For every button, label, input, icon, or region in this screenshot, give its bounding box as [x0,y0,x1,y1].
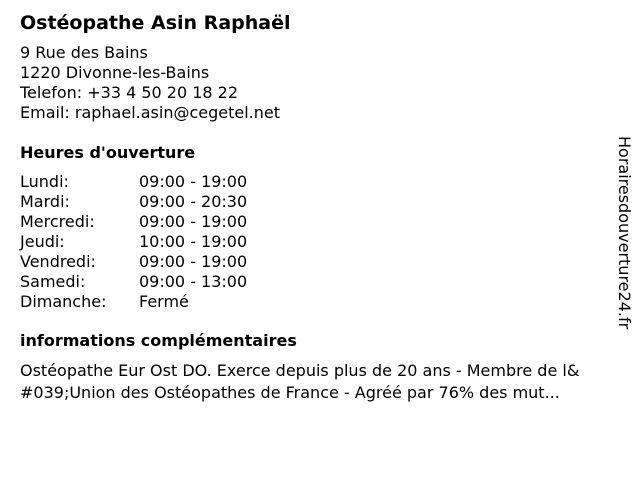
hours-row [20,232,620,252]
hours-time: 10:00 - 19:00 [139,232,248,251]
address-block [20,43,620,123]
hours-time: 09:00 - 19:00 [139,212,248,231]
address-street: 9 Rue des Bains [20,43,148,62]
hours-table [20,172,620,312]
info-heading: informations complémentaires [20,331,297,350]
business-card [20,10,620,404]
site-watermark: Horairesdouverture24.fr [615,136,634,330]
hours-time: 09:00 - 19:00 [139,172,248,191]
hours-time: 09:00 - 13:00 [139,272,248,291]
hours-row [20,192,620,212]
hours-time: Fermé [139,292,189,311]
hours-time: 09:00 - 19:00 [139,252,248,271]
business-name: Ostéopathe Asin Raphaël [20,12,291,34]
hours-row [20,252,620,272]
hours-row [20,272,620,292]
hours-day: Lundi: [20,172,69,191]
hours-day: Jeudi: [20,232,65,251]
hours-day: Samedi: [20,272,86,291]
hours-row [20,292,620,312]
hours-row [20,172,620,192]
info-text [20,360,632,404]
email-text: Email: raphael.asin@cegetel.net [20,103,280,122]
address-city: 1220 Divonne-les-Bains [20,63,210,82]
hours-heading: Heures d'ouverture [20,143,196,162]
info-text-line: #039;Union des Ostéopathes de France - Agréé par 76% des mut... [20,383,560,402]
hours-day: Vendredi: [20,252,96,271]
hours-day: Mercredi: [20,212,95,231]
hours-time: 09:00 - 20:30 [139,192,248,211]
hours-day: Mardi: [20,192,70,211]
info-text-line: Ostéopathe Eur Ost DO. Exerce depuis plus de 20 ans - Membre de l& [20,361,580,380]
phone-text: Telefon: +33 4 50 20 18 22 [20,83,239,102]
hours-day: Dimanche: [20,292,107,311]
hours-row [20,212,620,232]
